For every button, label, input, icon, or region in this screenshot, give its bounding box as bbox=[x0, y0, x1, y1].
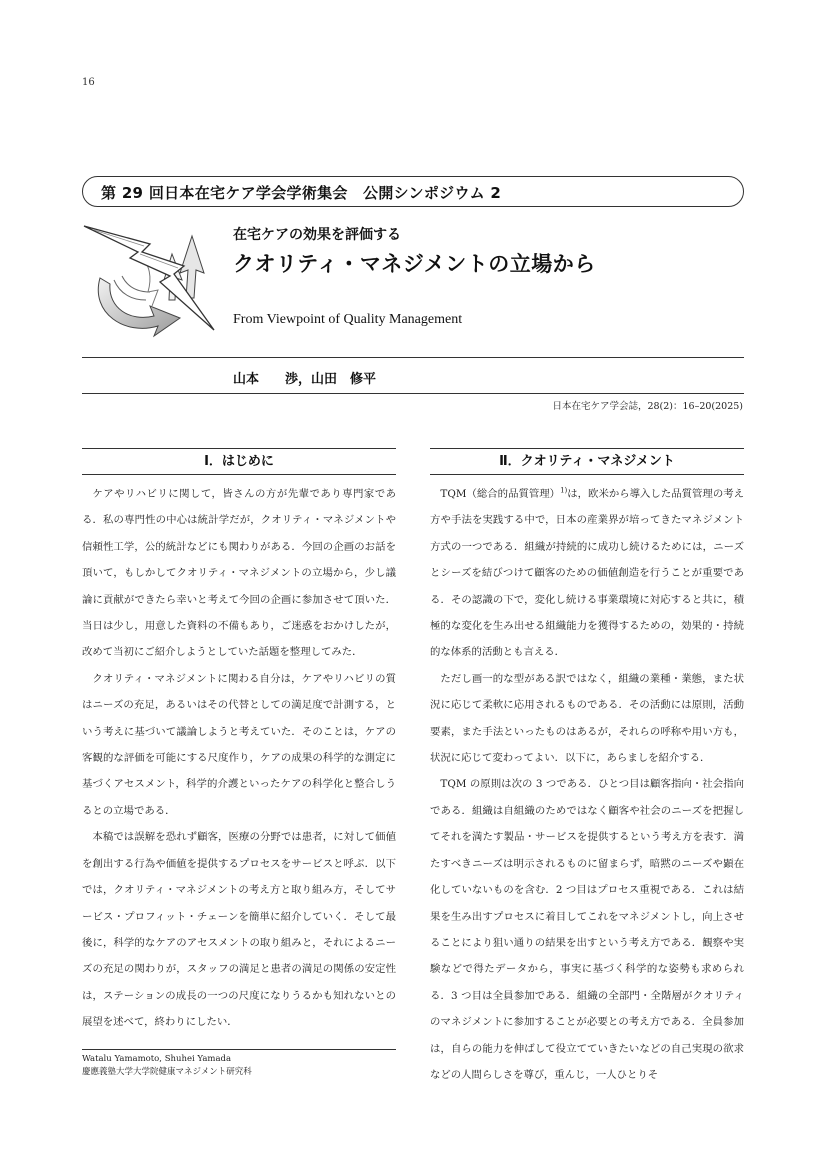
english-title: From Viewpoint of Quality Management bbox=[233, 312, 463, 327]
paragraph: クオリティ・マネジメントに関わる自分は，ケアやリハビリの質はニーズの充足，あるいはその代替としての満足度で計測する，という考えに基づいて議論しようと考えていた．そのことは，ケアの客観的な評価を可能にする尺度作り，ケアの成果の科学的な測定に基づくアセスメント，科学的介護といったケアの科学化と整合しうるとの立場である． bbox=[82, 672, 396, 817]
authors: 山本 渉，山田 修平 bbox=[233, 372, 377, 387]
paragraph-text: は，欧米から導入した品質管理の考え方や手法を実践する中で，日本の産業界が培ってきたマネジメント方式の一つである．組織が持続的に成功し続けるためには，ニーズとシーズを結びつけて顧客のための価値創造を行うことが重要である．その認識の下で，変化し続ける事業環境に対応すると共に，積極的な変化を生み出せる組織能力を獲得するための，効果的・持続的な体系的活動とも言える． bbox=[430, 488, 744, 659]
symposium-banner bbox=[82, 176, 744, 207]
author-divider bbox=[82, 393, 744, 394]
page-title: クオリティ・マネジメントの立場から bbox=[233, 252, 596, 276]
banner-text: 第 29 回日本在宅ケア学会学術集会 公開シンポジウム 2 bbox=[101, 184, 502, 202]
reference-marker: 1) bbox=[560, 486, 568, 495]
paragraph-text: TQM（総合的品質管理） bbox=[440, 488, 561, 500]
footnote-names: Watalu Yamamoto, Shuhei Yamada bbox=[82, 1054, 232, 1064]
section-2-heading: Ⅱ．クオリティ・マネジメント bbox=[430, 448, 744, 475]
paragraph bbox=[430, 481, 744, 666]
footnote-divider bbox=[82, 1049, 396, 1050]
citation: 日本在宅ケア学会誌，28(2)：16–20(2025) bbox=[552, 401, 743, 412]
section-2-body bbox=[430, 481, 744, 1088]
subtitle: 在宅ケアの効果を評価する bbox=[233, 227, 401, 243]
section-1-body bbox=[82, 481, 396, 1036]
page-number: 16 bbox=[82, 77, 95, 88]
paragraph: 本稿では誤解を恐れず顧客，医療の分野では患者，に対して価値を創出する行為や価値を提供するプロセスをサービスと呼ぶ．以下では，クオリティ・マネジメントの考え方と取り組み方，そしてサービス・プロフィット・チェーンを簡単に紹介していく．そして最後に，科学的なケアのアセスメントの取り組みと，それによるニーズの充足の関わりが，スタッフの満足と患者の満足の関係の安定性は，ステーションの成長の一つの尺度になりうるかも知れないとの展望を述べて，終わりにしたい． bbox=[82, 831, 396, 1029]
symposium-logo bbox=[80, 218, 218, 338]
title-divider bbox=[82, 357, 744, 358]
footnote-affiliation: 慶應義塾大学大学院健康マネジメント研究科 bbox=[82, 1067, 252, 1077]
paragraph: TQM の原則は次の 3 つである．ひとつ目は顧客指向・社会指向である．組織は自組織のためではなく顧客や社会のニーズを把握してそれを満たす製品・サービスを提供するという考え方を表す．満たすべきニーズは明示されるものに留まらず，暗黙のニーズや顕在化していないものを含む．2 つ目はプロセス重視である．これは結果を生み出すプロセスに着目してこれをマネジメントし，向上させることにより狙い通りの結果を出すという考え方である．観察や実験などで得たデータから，事実に基づく科学的な姿勢も求められる．3 つ目は全員参加である．組織の全部門・全階層がクオリティのマネジメントに参加することが必要との考え方である．全員参加は，自らの能力を伸ばして役立てていきたいなどの自己実現の欲求などの人間らしさを尊び，重んじ，一人ひとりそ bbox=[430, 778, 744, 1081]
paragraph: ケアやリハビリに関して，皆さんの方が先輩であり専門家である．私の専門性の中心は統計学だが，クオリティ・マネジメントや信頼性工学，公的統計などにも関わりがある．今回の企画のお話を頂いて，もしかしてクオリティ・マネジメントの立場から，少し議論に貢献ができたら幸いと考えて今回の企画に参加させて頂いた．当日は少し，用意した資料の不備もあり，ご迷惑をおかけしたが，改めて当初にご紹介しようとしていた話題を整理してみた． bbox=[82, 488, 396, 659]
paragraph: ただし画一的な型がある訳ではなく，組織の業種・業態，また状況に応じて柔軟に応用されるものである．その活動には原則，活動要素，また手法といったものはあるが，それらの呼称や用い方も，状況に応じて変わってよい．以下に，あらましを紹介する． bbox=[430, 672, 744, 765]
section-1-heading: Ⅰ．はじめに bbox=[82, 448, 396, 475]
author-footnote bbox=[82, 1053, 252, 1079]
